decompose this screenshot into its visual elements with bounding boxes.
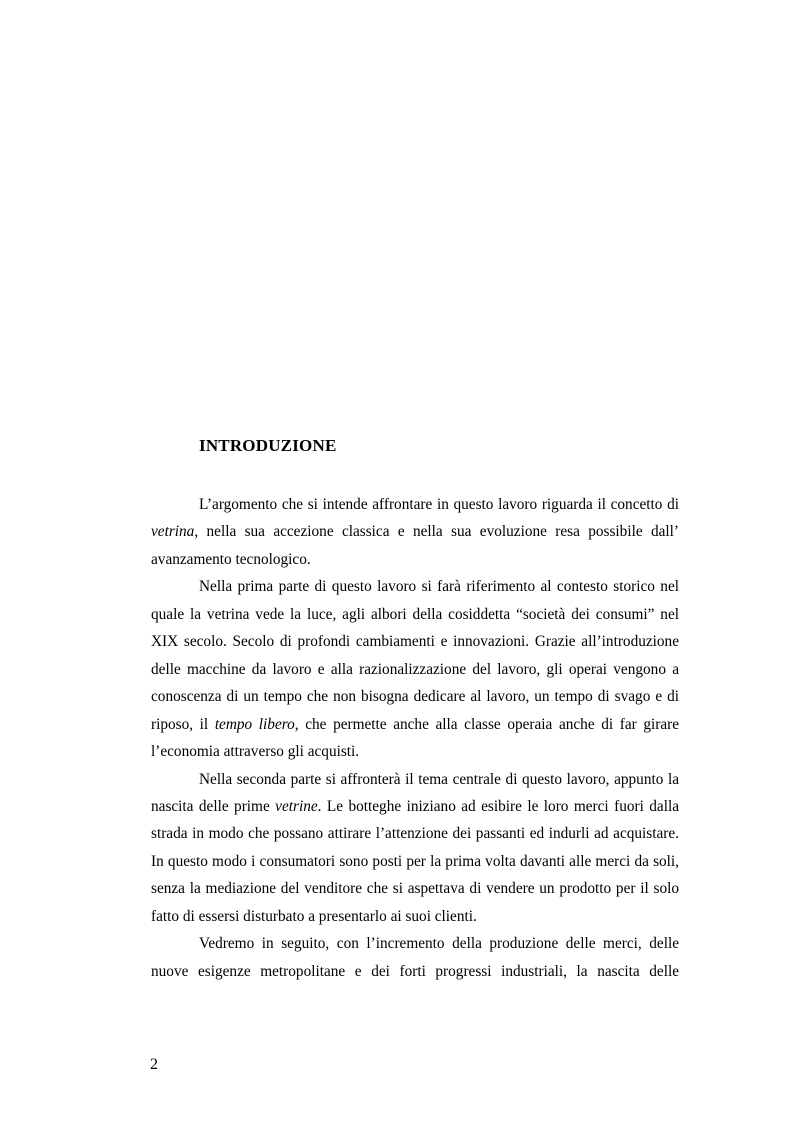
paragraph-1 [151, 491, 679, 573]
paragraph-4 [151, 930, 679, 985]
text-run: Vedremo in seguito, con l’incremento della produzione delle merci, delle nuove esigenze metropolitane e dei forti progressi industriali, la nascita delle [151, 935, 679, 980]
text-run: Nella seconda parte si affronterà il tema centrale di questo lavoro, appunto la nascita delle prime [151, 770, 679, 815]
page-number: 2 [150, 1056, 158, 1073]
body-text [151, 491, 679, 985]
text-run: , che permette anche alla classe operaia anche di far girare l’economia attraverso gli acquisti. [151, 715, 680, 761]
paragraph-3 [151, 766, 679, 931]
text-run: , nella sua accezione classica e nella sua evoluzione resa possibile dall’ avanzamento tecnologico. [151, 523, 679, 568]
text-run: . Le botteghe iniziano ad esibire le loro merci fuori dalla strada in modo che possano attirare l’attenzione dei passanti ed indurli ad acquistare. In questo modo i consumatori sono posti per la prima volta davanti alle merci da soli, senza la mediazione del venditore che si aspettava di vendere un prodotto per il solo fatto di essersi disturbato a presentarlo ai suoi clienti. [151, 797, 680, 925]
text-run: Nella prima parte di questo lavoro si farà riferimento al contesto storico nel quale la vetrina vede la luce, agli albori della cosiddetta “società dei consumi” nel XIX secolo. Secolo di profondi cambiamenti e innovazioni. Grazie all’introduzione delle macchine da lavoro e alla razionalizzazione del lavoro, gli operai vengono a conoscenza di un tempo che non bisogna dedicare al lavoro, un tempo di svago e di riposo, il [151, 578, 679, 733]
italic-term-tempo-libero: tempo libero [214, 715, 295, 733]
paragraph-2 [151, 573, 679, 765]
italic-term-vetrine: vetrine [275, 797, 318, 815]
text-run: L’argomento che si intende affrontare in questo lavoro riguarda il concetto di [199, 496, 679, 513]
italic-term-vetrina: vetrina [151, 523, 195, 541]
section-heading: INTRODUZIONE [199, 436, 337, 455]
